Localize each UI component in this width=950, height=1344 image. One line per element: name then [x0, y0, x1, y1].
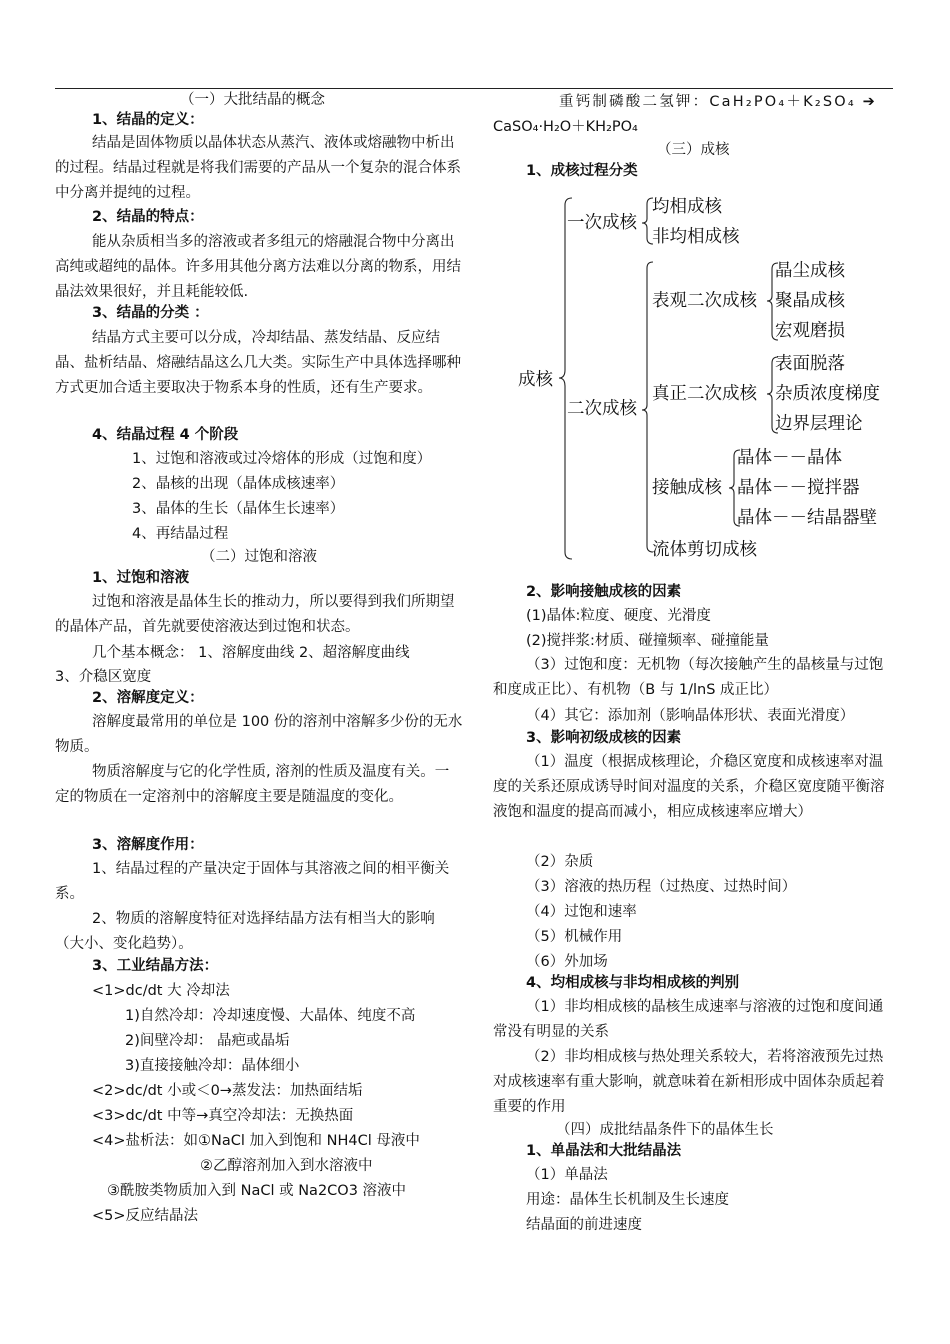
method-cooling-wall: 2)间壁冷却： 晶疤或晶垢 — [125, 1033, 290, 1049]
paragraph-role-2: 2、物质的溶解度特征对选择结晶方法有相当大的影响（大小、变化趋势）。 — [55, 911, 435, 952]
tree-leaf: 晶体－－搅拌器 — [737, 478, 860, 498]
primary-factor-item: （5）机械作用 — [526, 929, 623, 945]
subheading-contact-factors — [526, 582, 681, 602]
tree-true: 真正二次成核 — [652, 384, 757, 404]
subheading-single-batch — [526, 1141, 681, 1161]
paragraph-solubility-unit: 溶解度最常用的单位是 100 份的溶剂中溶解多少份的无水物质。 — [55, 714, 463, 755]
equation-prefix: 重钙制磷酸二氢钾： — [559, 94, 710, 110]
nucleation-tree — [510, 190, 910, 570]
subheading-count: 4 — [179, 427, 190, 443]
subheading-text-tail: 个阶段 — [189, 427, 239, 443]
subheading-number: 2 — [92, 209, 103, 225]
tree-leaf: 聚晶成核 — [775, 291, 845, 311]
equation-label — [559, 92, 877, 112]
subheading-text: 、结晶的特点： — [102, 209, 204, 225]
paragraph-supersaturated: 过饱和溶液是晶体生长的推动力，所以要得到我们所期望的晶体产品，首先就要使溶液达到过饱和状态。 — [55, 594, 455, 635]
subheading-text: 3、影响初级成核的因素 — [526, 730, 682, 746]
tree-leaf: 晶体－－晶体 — [737, 448, 842, 468]
subheading-number: 3 — [92, 305, 103, 321]
single-crystal-method: （1）单晶法 — [526, 1167, 608, 1183]
tree-leaf: 表面脱落 — [775, 354, 845, 374]
contact-factor-supersaturation: （3）过饱和度：无机物（每次接触产生的晶核量与过饱和度成正比）、有机物（B 与 1/lnS 成正比） — [493, 657, 884, 698]
subheading-text: 2、溶解度定义： — [92, 690, 204, 706]
stage-item: 2、晶核的出现（晶体成核速率） — [132, 476, 345, 492]
crystal-face-speed: 结晶面的前进速度 — [526, 1217, 642, 1233]
basic-concepts-cont: 3、介稳区宽度 — [55, 669, 152, 685]
subheading-number: 4 — [92, 427, 103, 443]
tree-shear: 流体剪切成核 — [652, 540, 757, 560]
subheading-text: 3、溶解度作用： — [92, 837, 204, 853]
subheading-text: 2、影响接触成核的因素 — [526, 584, 682, 600]
subheading-industrial-methods — [92, 956, 218, 976]
tree-leaf: 宏观磨损 — [775, 321, 845, 341]
subheading-nucleation-types — [526, 161, 638, 181]
homo-hetero-1: （1）非均相成核的晶核生成速率与溶液的过饱和度间通常没有明显的关系 — [493, 999, 884, 1040]
subheading-solubility-def — [92, 688, 204, 708]
paragraph-features: 能从杂质相当多的溶液或者多组元的熔融混合物中分离出高纯或超纯的晶体。许多用其他分离方法难以分离的物系，用结晶法效果很好，并且耗能较低. — [55, 234, 461, 300]
header-rule — [55, 88, 893, 89]
method-salting-out-ethanol: ②乙醇溶剂加入到水溶液中 — [200, 1158, 373, 1174]
method-salting-out: <4>盐析法：如①NaCl 加入到饱和 NH4Cl 母液中 — [92, 1133, 420, 1149]
tree-leaf: 晶体－－结晶器壁 — [737, 508, 877, 528]
subheading-text: 、结晶的分类 ： — [102, 305, 209, 321]
primary-factor-item: （3）溶液的热历程（过热度、过热时间） — [526, 879, 797, 895]
method-cooling: <1>dc/dt 大 冷却法 — [92, 983, 230, 999]
subheading-text: 4、均相成核与非均相成核的判别 — [526, 975, 740, 991]
contact-factor-crystal: (1)晶体:粒度、硬度、光滑度 — [526, 608, 711, 624]
subheading-features — [92, 207, 204, 227]
equation-line-2: CaSO₄·H₂O＋KH₂PO₄ — [493, 119, 638, 135]
section-heading-growth: （四）成批结晶条件下的晶体生长 — [556, 1122, 774, 1138]
subheading-text: 1、过饱和溶液 — [92, 570, 190, 586]
subheading-text: 1、单晶法和大批结晶法 — [526, 1143, 682, 1159]
method-reaction: <5>反应结晶法 — [92, 1208, 199, 1224]
tree-leaf: 杂质浓度梯度 — [775, 384, 880, 404]
subheading-text: 1、成核过程分类 — [526, 163, 638, 179]
brace-root — [559, 198, 572, 559]
subheading-stages — [92, 425, 238, 445]
method-salting-out-amide: ③酰胺类物质加入到 NaCl 或 Na2CO3 溶液中 — [107, 1183, 407, 1199]
primary-factor-item: （6）外加场 — [526, 954, 608, 970]
stage-item: 1、过饱和溶液或过冷熔体的形成（过饱和度） — [132, 451, 432, 467]
subheading-number: 1 — [92, 112, 103, 128]
basic-concepts: 几个基本概念： 1、溶解度曲线 2、超溶解度曲线 — [92, 645, 410, 661]
subheading-homo-hetero — [526, 973, 739, 993]
subheading-supersaturated — [92, 568, 189, 588]
paragraph-definition: 结晶是固体物质以晶体状态从蒸汽、液体或熔融物中析出的过程。结晶过程就是将我们需要的产品从一个复杂的混合体系中分离并提纯的过程。 — [55, 135, 461, 201]
section-heading-nucleation: （三）成核 — [657, 142, 730, 158]
primary-factor-temperature: （1）温度（根据成核理论，介稳区宽度和成核速率对温度的关系还原成诱导时间对温度的关系，介稳区宽度随平衡溶液饱和温度的提高而减小，相应成核速率应增大） — [493, 754, 885, 820]
method-evaporation: <2>dc/dt 小或＜0→蒸发法：加热面结垢 — [92, 1083, 363, 1099]
paragraph-role-1: 1、结晶过程的产量决定于固体与其溶液之间的相平衡关系。 — [55, 861, 450, 902]
subheading-primary-factors — [526, 728, 681, 748]
tree-leaf: 边界层理论 — [775, 414, 863, 434]
tree-leaf: 非均相成核 — [652, 227, 740, 247]
method-cooling-direct: 3)直接接触冷却：晶体细小 — [125, 1058, 300, 1074]
tree-primary: 一次成核 — [567, 213, 637, 233]
equation-line-1: CaH₂PO₄＋K₂SO₄ ➔ — [709, 94, 878, 110]
subheading-text: 、结晶的定义： — [102, 112, 204, 128]
homo-hetero-2: （2）非均相成核与热处理关系较大，若将溶液预先过热对成核速率有重大影响，就意味着在新相形成中固体杂质起着重要的作用 — [493, 1049, 885, 1115]
method-cooling-natural: 1)自然冷却：冷却速度慢、大晶体、纯度不高 — [125, 1008, 416, 1024]
tree-root: 成核 — [518, 370, 553, 390]
contact-factor-other: （4）其它：添加剂（影响晶体形状、表面光滑度） — [526, 708, 855, 724]
subheading-solubility-role — [92, 835, 204, 855]
subheading-text: 3、工业结晶方法： — [92, 958, 219, 974]
primary-factor-item: （4）过饱和速率 — [526, 904, 637, 920]
stage-item: 3、晶体的生长（晶体生长速率） — [132, 501, 345, 517]
section-heading-concept: （一）大批结晶的概念 — [180, 92, 325, 108]
subheading-definition — [92, 110, 204, 130]
paragraph-solubility-factors: 物质溶解度与它的化学性质, 溶剂的性质及温度有关。一定的物质在一定溶剂中的溶解度主要是随温度的变化。 — [55, 764, 450, 805]
paragraph-classification: 结晶方式主要可以分成，冷却结晶、蒸发结晶、反应结晶、盐析结晶、熔融结晶这么几大类。实际生产中具体选择哪种方式更加合适主要取决于物系本身的性质，还有生产要求。 — [55, 330, 461, 396]
subheading-text: 、结晶过程 — [102, 427, 180, 443]
tree-contact: 接触成核 — [652, 478, 722, 498]
tree-leaf: 晶尘成核 — [775, 261, 845, 281]
tree-apparent: 表观二次成核 — [652, 291, 757, 311]
method-vacuum-cooling: <3>dc/dt 中等→真空冷却法：无换热面 — [92, 1108, 354, 1124]
primary-factor-item: （2）杂质 — [526, 854, 594, 870]
contact-factor-stirrer: (2)搅拌浆:材质、碰撞频率、碰撞能量 — [526, 633, 769, 649]
subheading-classification — [92, 303, 209, 323]
stage-item: 4、再结晶过程 — [132, 526, 229, 542]
tree-leaf: 均相成核 — [652, 197, 722, 217]
tree-secondary: 二次成核 — [567, 399, 637, 419]
single-crystal-use: 用途：晶体生长机制及生长速度 — [526, 1192, 729, 1208]
section-heading-supersaturation: （二）过饱和溶液 — [201, 549, 317, 565]
